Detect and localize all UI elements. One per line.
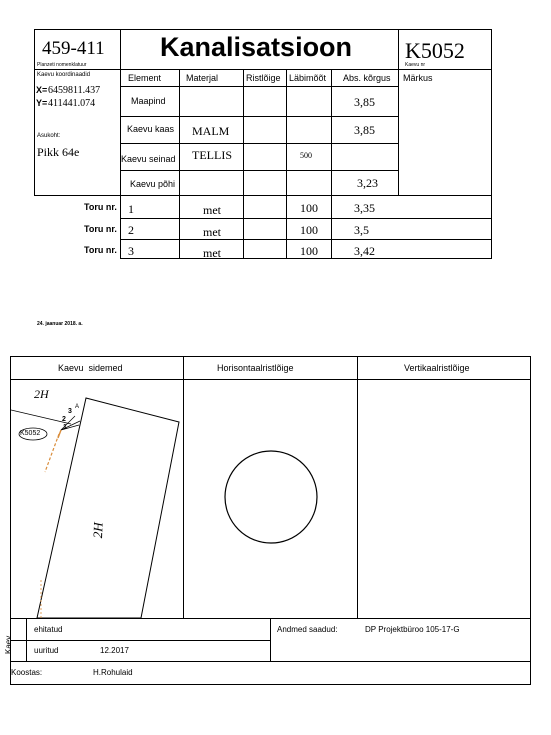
- map-label-building: 2H: [90, 522, 106, 539]
- connections-title: Kaevu ‌ sidemed: [58, 363, 123, 373]
- map-well-label: K5052: [20, 430, 41, 437]
- col-notes: Märkus: [403, 73, 433, 83]
- pipe-abs-height: 3,42: [354, 244, 375, 258]
- document-date: 24. jaanuar 2018. a.: [37, 321, 83, 327]
- coords-label: Kaevu koordinaadid: [37, 72, 91, 78]
- y-label: Y=: [36, 98, 48, 108]
- pipe-diameter: 100: [300, 223, 318, 237]
- data-source-label: Andmed saadud:: [277, 625, 338, 634]
- pipe-diameter: 100: [300, 244, 318, 258]
- row-element: Kaevu seinad: [121, 154, 176, 164]
- row-element: Maapind: [131, 96, 166, 106]
- vertical-section-title: Vert‌ikaalr‌istlõige: [404, 363, 470, 373]
- pipe-abs-height: 3,35: [354, 201, 375, 215]
- x-value: 6459811.437: [48, 85, 101, 96]
- pipe-number: 1: [128, 202, 134, 216]
- pipe-material: met: [203, 246, 221, 260]
- row-material: TELLIS: [192, 148, 232, 162]
- location-value: Pikk 64e: [37, 145, 80, 159]
- compiled-label: Koostas:: [11, 668, 43, 677]
- row-element: Kaevu kaas: [127, 124, 175, 134]
- pipe-label: Toru nr.: [84, 245, 117, 255]
- built-label: ehitatud: [34, 625, 63, 634]
- row-abs-height: 3,85: [354, 123, 375, 137]
- surveyed-value: 12.2017: [100, 646, 129, 655]
- map-pipe-number: 3: [68, 408, 72, 415]
- page-title: Kanalisatsioon: [160, 32, 353, 62]
- row-abs-height: 3,23: [357, 176, 378, 190]
- row-abs-height: 3,85: [354, 95, 375, 109]
- side-label: Kaev: [4, 635, 13, 654]
- data-source-value: DP Projektbüroo 105-17-G: [365, 625, 460, 634]
- site-plan-sketch: [11, 380, 183, 618]
- well-id-label: Kaevu nr: [405, 62, 426, 68]
- location-label: Asukoht:: [37, 133, 61, 139]
- map-pipe-number: 1: [63, 424, 67, 431]
- pipe-number: 3: [128, 244, 134, 258]
- map-label-top: 2H: [34, 387, 49, 401]
- horizontal-section-circle: [223, 449, 319, 545]
- row-diameter: 500: [300, 151, 312, 160]
- pipe-diameter: 100: [300, 201, 318, 215]
- well-id: K5052: [405, 38, 465, 63]
- col-cross-section: Ristlõige: [246, 73, 281, 83]
- map-mark-a: A: [75, 404, 80, 410]
- col-element: Element: [128, 73, 162, 83]
- plan-number: 459-411: [42, 38, 105, 59]
- col-diameter: Läbimõõt: [289, 73, 327, 83]
- pipe-label: Toru nr.: [84, 202, 117, 212]
- pipe-material: met: [203, 225, 221, 239]
- y-value: 411441.074: [48, 98, 96, 109]
- x-label: X=: [36, 85, 48, 95]
- horizontal-section-title: Hor‌isontaalr‌istlõige: [217, 363, 294, 373]
- col-abs-height: Abs. kõrgus: [343, 73, 391, 83]
- pipe-abs-height: 3,5: [354, 223, 369, 237]
- compiled-value: H.Rohulaid: [93, 668, 133, 677]
- col-material: Materjal: [186, 73, 219, 83]
- surveyed-label: uuritud: [34, 646, 59, 655]
- pipe-number: 2: [128, 223, 134, 237]
- map-pipe-number: 2: [62, 416, 66, 423]
- pipe-label: Toru nr.: [84, 224, 117, 234]
- row-element: Kaevu põhi: [130, 179, 176, 189]
- pipe-material: met: [203, 203, 221, 217]
- plan-number-label: Planzeti nomenklatuur: [37, 62, 87, 68]
- row-material: MALM: [192, 124, 230, 138]
